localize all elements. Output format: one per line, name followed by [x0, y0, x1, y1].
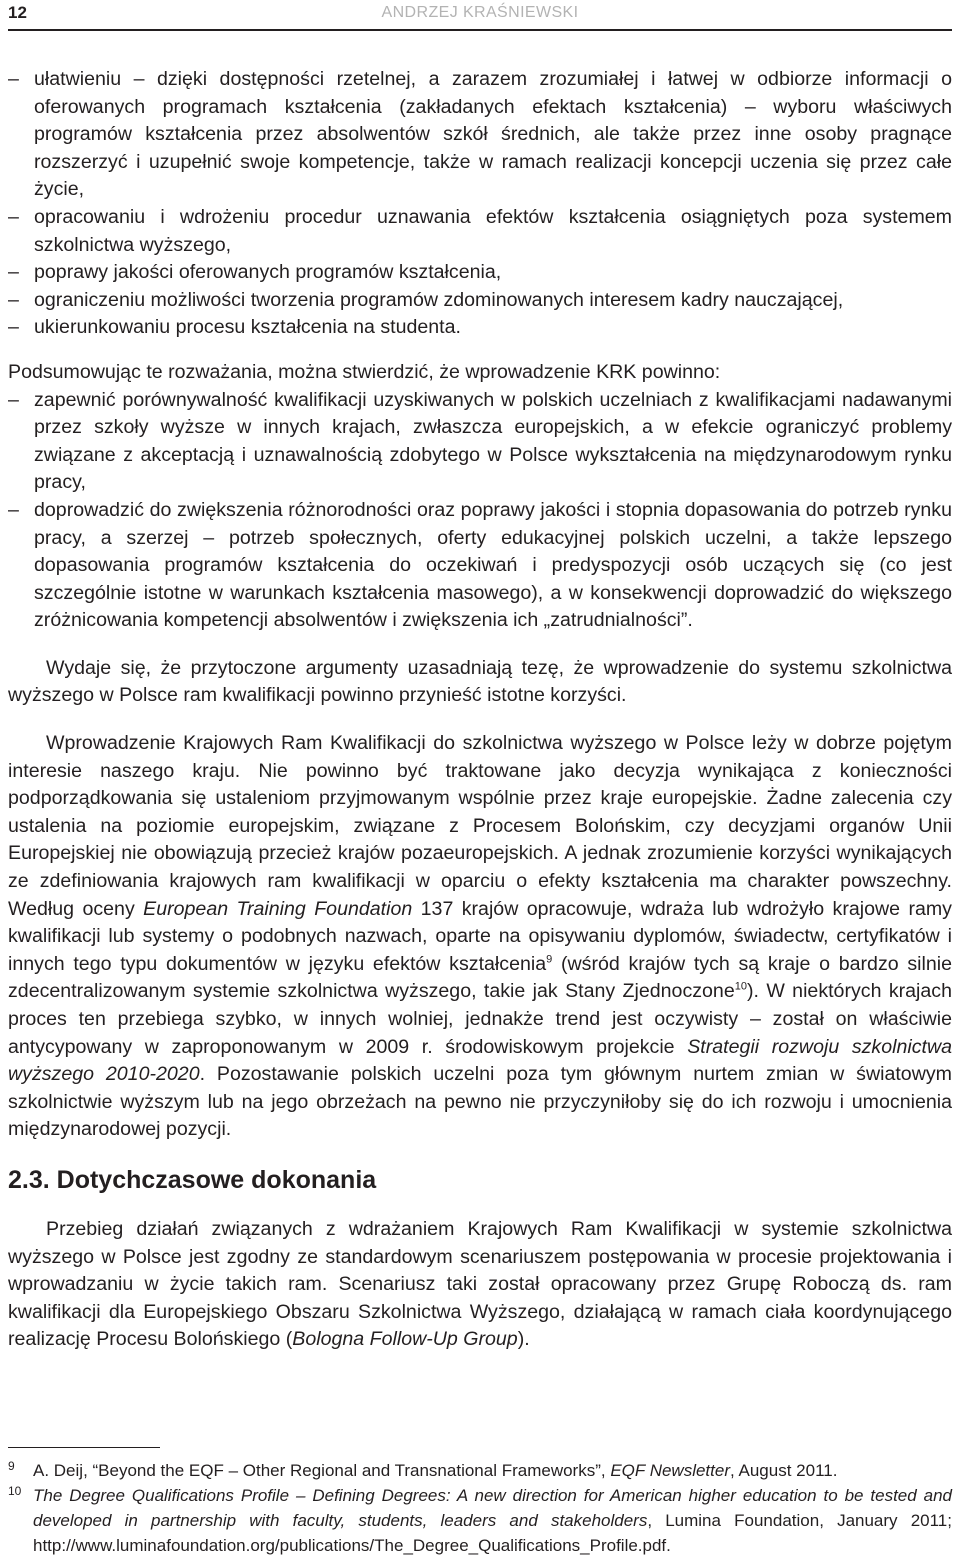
footnote-ref[interactable]: 9 [546, 953, 553, 966]
text-run: (wśród krajów tych są kraje o bardzo silnie zdecentralizowanym systemie szkolnictwa wyższego, takie jak Stany Zjednoczone [8, 952, 953, 1003]
footnote-ref[interactable]: 10 [734, 980, 747, 993]
text-run: , August 2011. [730, 1461, 838, 1480]
list-item [8, 287, 952, 315]
page-header [0, 0, 960, 30]
dash-marker: – [8, 388, 19, 411]
spacer [8, 1144, 952, 1164]
benefits-list [8, 66, 952, 342]
text-run: Wprowadzenie Krajowych Ram Kwalifikacji do szkolnictwa wyższego w Polsce leży w dobrze pojętym interesie naszego kraju. Nie powinno być traktowane jako decyzja wynikająca z konieczności podporządkowania się ustaleniom przyjmowanym wspólnie przez kraje europejskie. Żadne zalecenia czy ustalenia na poziomie europejskim, związane z Procesem Bolońskim, czy decyzjami organów Unii Europejskiej nie obowiązują przecież krajów pozaeuropejskich. A jednak zrozumienie korzyści wynikających ze zdefiniowania krajowych ram kwalifikacji w oparciu o efekty kształcenia ma charakter powszechny. Według oceny [8, 732, 952, 920]
spacer [8, 342, 952, 359]
list-item-text: doprowadzić do zwiększenia różnorodności oraz poprawy jakości i stopnia dopasowania do potrzeb rynku pracy, a szerzej – potrzeb społecznych, oferty edukacyjnej polskich uczelni, a także lepszego dopasowania programów kształcenia do oczekiwań i predyspozycji osób uczących się (co jest szczególnie istotne w warunkach kształcenia masowego), a w konsekwencji doprowadzić do większego zróżnicowania kompetencji absolwentów i zwiększenia ich „zatrudnialności”. [34, 498, 952, 632]
dash-marker: – [8, 288, 19, 311]
list-item-text: ukierunkowaniu procesu kształcenia na studenta. [34, 316, 461, 339]
dash-marker: – [8, 498, 19, 521]
list-item-text: zapewnić porównywalność kwalifikacji uzyskiwanych w polskich uczelniach z kwalifikacjami nadawanymi przez szkoły wyższe w innych krajach, zwłaszcza europejskich, a w efekcie ograniczyć problemy związane z akceptacją i uznawalnością zdobytego w Polsce wykształcenia na międzynarodowym rynku pracy, [34, 388, 952, 494]
text-run-italic: European Training Foundation [143, 897, 413, 920]
paragraph-implementation [8, 1216, 952, 1354]
summary-intro: Podsumowując te rozważania, można stwierdzić, że wprowadzenie KRK powinno: [8, 360, 721, 383]
text-run: A. Deij, “Beyond the EQF – Other Regional and Transnational Frameworks”, [33, 1461, 611, 1480]
running-head: ANDRZEJ KRAŚNIEWSKI [381, 4, 579, 21]
spacer [8, 1196, 952, 1216]
list-item [8, 66, 952, 204]
spacer [8, 710, 952, 730]
list-item-text: poprawy jakości oferowanych programów kształcenia, [34, 261, 502, 284]
dash-marker: – [8, 68, 19, 90]
body-text [8, 66, 952, 1354]
list-item [8, 497, 952, 635]
list-item-text: ograniczeniu możliwości tworzenia programów zdominowanych interesem kadry nauczającej, [34, 288, 844, 311]
dash-marker: – [8, 316, 19, 339]
list-item [8, 387, 952, 497]
footnote-number: 10 [8, 1484, 22, 1498]
list-item [8, 204, 952, 259]
list-item-text: opracowaniu i wdrożeniu procedur uznawania efektów kształcenia osiągniętych poza systemem szkolnictwa wyższego, [34, 205, 952, 256]
footnote [8, 1483, 952, 1558]
text-run: ). W niektórych krajach proces ten przebiega szybko, w innych wolniej, jednakże trend jest oczywisty – został on właściwie antycypowany w zaproponowanym w 2009 r. środowiskowym projekcie [8, 980, 952, 1058]
footnote-link-text[interactable]: , Lumina Foundation, January 2011; http://www.luminafoundation.org/publications/The_Degree_Qualifications_Profile.pdf. [33, 1511, 952, 1555]
text-run: ). [517, 1328, 530, 1351]
dash-marker: – [8, 205, 19, 228]
footnote [8, 1458, 952, 1483]
list-item [8, 314, 952, 342]
footnote-number: 9 [8, 1459, 15, 1473]
text-run-italic: Bologna Follow-Up Group [292, 1328, 518, 1351]
dash-marker: – [8, 261, 19, 284]
text-run: Przebieg działań związanych z wdrażaniem Krajowych Ram Kwalifikacji w systemie szkolnictwa wyższego w Polsce jest zgodny ze standardowym scenariuszem postępowania w procesie projektowania i wprowadzaniu w życie takich ram. Scenariusz taki został opracowany przez Grupę Roboczą ds. ram kwalifikacji dla Europejskiego Obszaru Szkolnictwa Wyższego, działającą w ramach ciała koordynującego realizację Procesu Bolońskiego ( [8, 1217, 952, 1351]
footnote-rule [8, 1447, 160, 1448]
list-item [8, 259, 952, 287]
text-run-italic: Strategii rozwoju szkolnictwa wyższego 2010-2020 [8, 1035, 953, 1086]
list-item-text: ułatwieniu – dzięki dostępności rzetelnej, a zarazem zrozumiałej i łatwej w odbiorze informacji o oferowanych programach kształcenia (zakładanych efektach kształcenia) – wyboru właściwych programów kształcenia przez absolwentów szkół średnich, ale także przez inne osoby pragnące rozszerzyć i uzupełnić swoje kompetencje, także w ramach realizacji koncepcji uczenia się przez całe życie, [34, 68, 952, 201]
footnotes [8, 1458, 952, 1558]
header-rule [8, 29, 952, 31]
text-run: . Pozostawanie polskich uczelni poza tym głównym nurtem zmian w światowym szkolnictwie wyższym lub na jego obrzeżach na pewno nie przyczyniłoby się do ich rozwoju i umocnienia międzynarodowej pozycji. [8, 1063, 952, 1141]
page-number: 12 [8, 3, 27, 22]
text-run-italic: EQF Newsletter [610, 1461, 730, 1480]
paragraph-krk-interest [8, 730, 952, 1144]
text-run-italic: The Degree Qualifications Profile – Defining Degrees: A new direction for American higher education to be tested and developed in partnership with faculty, students, leaders and stakeholders [33, 1486, 952, 1530]
krk-goals-list [8, 387, 952, 635]
text-run: 137 krajów opracowuje, wdraża lub wdrożyło krajowe ramy kwalifikacji lub systemy o podobnych nazwach, oparte na opisywaniu dyplomów, świadectw, certyfikatów i innych tego typu dokumentów w języku efektów kształcenia [8, 897, 952, 975]
section-heading: 2.3. Dotychczasowe dokonania [8, 1165, 377, 1194]
paragraph-conclusion: Wydaje się, że przytoczone argumenty uzasadniają tezę, że wprowadzenie do systemu szkolnictwa wyższego w Polsce ram kwalifikacji powinno przynieść istotne korzyści. [8, 656, 952, 707]
spacer [8, 635, 952, 655]
